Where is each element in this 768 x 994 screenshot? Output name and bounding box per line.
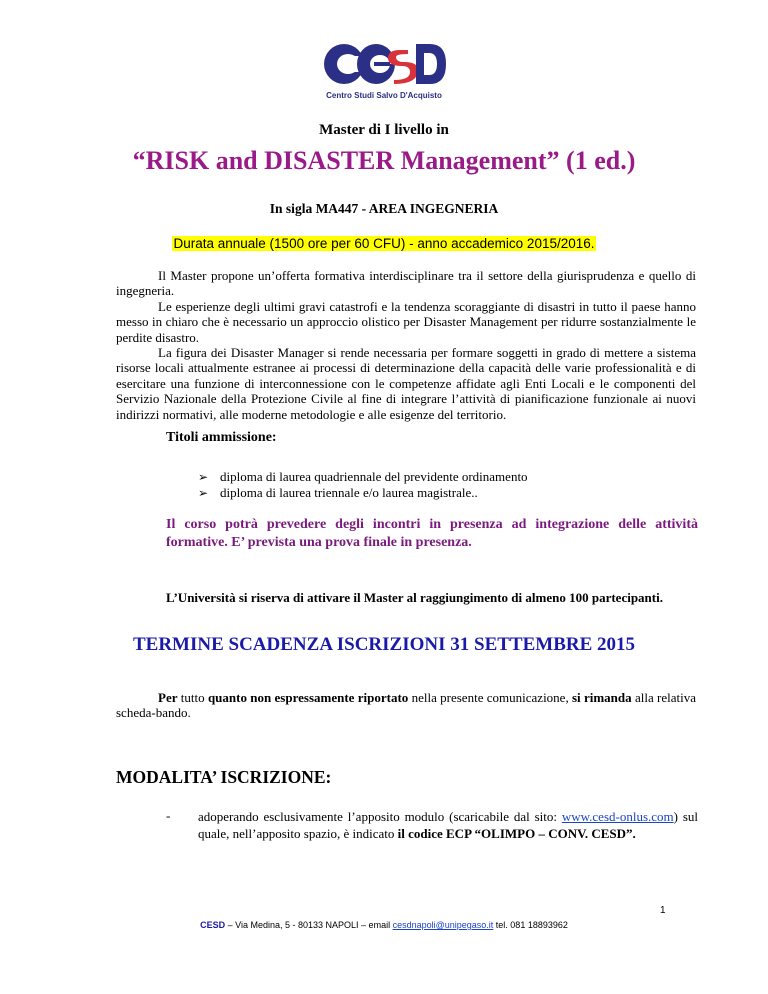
admission-list — [198, 469, 528, 501]
admission-heading: Titoli ammissione: — [166, 430, 277, 445]
duration-highlight: Durata annuale (1500 ore per 60 CFU) - anno accademico 2015/2016. — [173, 236, 595, 251]
page-footer: CESD – Via Medina, 5 - 80133 NAPOLI – email cesdnapoli@unipegaso.it tel. 081 18893962 — [200, 920, 568, 930]
university-note: L’Università si riserva di attivare il Master al raggiungimento di almeno 100 partecipanti. — [166, 590, 663, 605]
course-note: Il corso potrà prevedere degli incontri in presenza ad integrazione delle attività formative. E’ prevista una prova finale in presenza. — [166, 517, 698, 550]
master-code: In sigla MA447 - AREA INGEGNERIA — [269, 201, 499, 216]
cesd-website-link[interactable]: www.cesd-onlus.com — [561, 809, 674, 824]
enrollment-item: adoperando esclusivamente l’apposito modulo (scaricabile dal sito: www.cesd-onlus.com) sul quale, nell’apposito spazio, è indicato il codice ECP “OLIMPO – CONV. CESD”. — [198, 809, 698, 841]
deadline-banner: TERMINE SCADENZA ISCRIZIONI 31 SETTEMBRE 2015 — [132, 634, 636, 655]
cesd-logo — [322, 40, 447, 106]
list-item: ➢ diploma di laurea quadriennale del previdente ordinamento — [198, 469, 528, 484]
master-level: Master di I livello in — [319, 122, 449, 138]
footer-email-link[interactable]: cesdnapoli@unipegaso.it — [392, 920, 494, 930]
list-item: ➢ diploma di laurea triennale e/o laurea magistrale.. — [198, 485, 478, 500]
reference-paragraph: Per tutto quanto non espressamente riportato nella presente comunicazione, si rimanda alla relativa scheda-bando. — [116, 690, 696, 721]
enrollment-dash: - — [166, 808, 171, 823]
intro-paragraphs — [116, 268, 696, 422]
arrow-bullet-icon: ➢ — [198, 470, 209, 484]
cesd-logo-letters — [324, 44, 446, 84]
page-number: 1 — [660, 905, 666, 916]
intro-p2: Le esperienze degli ultimi gravi catastrofi e la tendenza scoraggiante di disastri in tutto il paese hanno messo in chiaro che è necessario un approccio olistico per Disaster Management per ridurre sostanzialmente le perdite disastro. — [116, 298, 696, 345]
intro-p3: La figura dei Disaster Manager si rende necessaria per formare soggetti in grado di mettere a sistema risorse locali attualmente estranee ai processi di determinazione della capacità delle varie professionalità e di esercitare una funzione di interconnessione con le competenze affidate agli Enti Locali e le componenti del Servizio Nazionale della Protezione Civile al fine di integrare l’attività di pianificazione funzionale ai nuovi indirizzi normativi, alle moderne metodologie e alle esigenze del territorio. — [116, 345, 696, 422]
master-title: “RISK and DISASTER Management” (1 ed.) — [132, 146, 636, 175]
intro-p1: Il Master propone un’offerta formativa interdisciplinare tra il settore della giurisprudenza e quello di ingegneria. — [116, 268, 696, 299]
cesd-logo-caption: Centro Studi Salvo D'Acquisto — [326, 91, 442, 100]
arrow-bullet-icon: ➢ — [198, 486, 209, 500]
enrollment-heading: MODALITA’ ISCRIZIONE: — [116, 767, 332, 787]
